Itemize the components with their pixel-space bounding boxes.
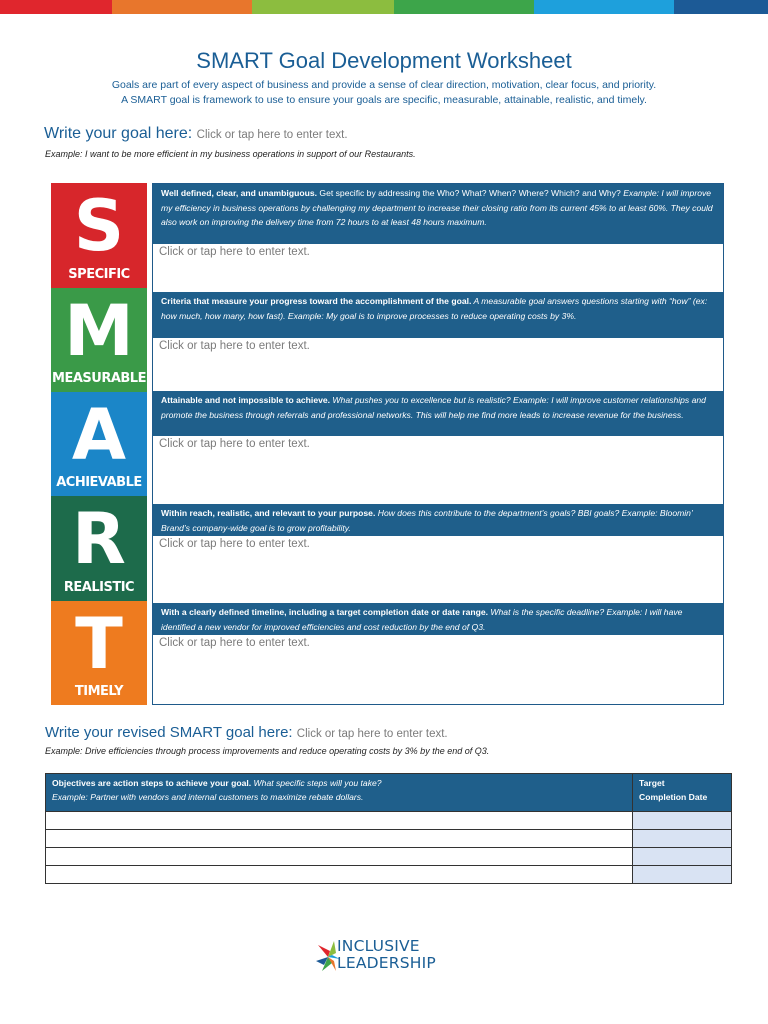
measurable-description bbox=[153, 292, 723, 338]
goal-example: Example: I want to be more efficient in my business operations in support of our Restaurants. bbox=[45, 149, 416, 159]
date-cell[interactable] bbox=[633, 830, 732, 848]
letter-t: T bbox=[75, 603, 123, 685]
word-measurable: MEASURABLE bbox=[52, 371, 146, 386]
specific-bold: Well defined, clear, and unambiguous. bbox=[161, 188, 317, 198]
target-date-header bbox=[633, 774, 732, 812]
top-color-bar bbox=[0, 0, 768, 14]
word-realistic: REALISTIC bbox=[63, 580, 135, 595]
bar-red bbox=[0, 0, 112, 14]
smart-rows bbox=[152, 183, 724, 705]
date-cell[interactable] bbox=[633, 866, 732, 884]
table-row bbox=[46, 812, 732, 830]
realistic-italic: How does this contribute to the department’s goals? BBI goals? Example: Bloomin’ Brand’s company-wide goal is to grow profitability. bbox=[161, 508, 693, 533]
bar-blue bbox=[674, 0, 768, 14]
letter-r: R bbox=[72, 498, 126, 580]
logo-line-2: LEADERSHIP bbox=[337, 954, 436, 972]
revised-goal-label: Write your revised SMART goal here: bbox=[45, 724, 293, 741]
table-row bbox=[46, 848, 732, 866]
letter-block-measurable bbox=[51, 288, 147, 392]
timely-input[interactable]: Click or tap here to enter text. bbox=[153, 635, 723, 704]
smart-letter-column bbox=[51, 183, 147, 705]
objectives-bold: Objectives are action steps to achieve your goal. bbox=[52, 778, 252, 788]
word-timely: TIMELY bbox=[74, 684, 124, 699]
realistic-input[interactable]: Click or tap here to enter text. bbox=[153, 536, 723, 603]
table-row bbox=[46, 830, 732, 848]
revised-goal-input[interactable]: Click or tap here to enter text. bbox=[296, 728, 448, 740]
specific-input[interactable]: Click or tap here to enter text. bbox=[153, 244, 723, 292]
bar-cyan bbox=[534, 0, 674, 14]
specific-description bbox=[153, 184, 723, 244]
timely-italic: What is the specific deadline? Example: I will have identified a new vendor for improved efficiencies and cost reduction by the end of Q3. bbox=[161, 607, 683, 632]
date-cell[interactable] bbox=[633, 848, 732, 866]
goal-label: Write your goal here: bbox=[44, 125, 193, 142]
measurable-italic: A measurable goal answers questions starting with “how” (ex: how much, how many, how fast). Example: My goal is to improve processes to reduce operating costs by 3%. bbox=[161, 296, 708, 321]
letter-block-achievable bbox=[51, 392, 147, 496]
letter-s: S bbox=[73, 185, 125, 267]
subtitle-line-2: A SMART goal is framework to use to ensure your goals are specific, measurable, attainable, realistic, and timely. bbox=[121, 94, 647, 106]
achievable-description bbox=[153, 391, 723, 436]
achievable-italic: What pushes you to excellence but is realistic? Example: I will improve customer relationships and promote the business through referrals and professional networks. This will help me find more leads to increase revenue for the business. bbox=[161, 395, 706, 420]
letter-a: A bbox=[71, 394, 127, 476]
letter-block-specific bbox=[51, 183, 147, 288]
measurable-input[interactable]: Click or tap here to enter text. bbox=[153, 338, 723, 391]
bar-lime bbox=[252, 0, 394, 14]
specific-italic: Example: I will improve my efficiency in business operations by challenging my department to increase their closing ratio from its current 45% to at least 60%. They could also work on improving the delivery time from 72 hours to at least 48 hours maximum. bbox=[161, 188, 713, 227]
bar-green bbox=[394, 0, 534, 14]
timely-bold: With a clearly defined timeline, including a target completion date or date range. bbox=[161, 607, 489, 617]
logo-line-1: INCLUSIVE bbox=[337, 937, 420, 955]
objectives-table bbox=[45, 773, 732, 884]
revised-goal-example: Example: Drive efficiencies through process improvements and reduce operating costs by 3% by the end of Q3. bbox=[45, 746, 490, 756]
target-date-line2: Completion Date bbox=[639, 792, 708, 802]
achievable-input[interactable]: Click or tap here to enter text. bbox=[153, 436, 723, 504]
word-achievable: ACHIEVABLE bbox=[56, 475, 142, 490]
target-date-line1: Target bbox=[639, 778, 665, 788]
letter-block-timely bbox=[51, 601, 147, 705]
bar-orange bbox=[112, 0, 252, 14]
goal-input[interactable]: Click or tap here to enter text. bbox=[196, 129, 348, 141]
objective-cell[interactable] bbox=[46, 848, 633, 866]
timely-description bbox=[153, 603, 723, 635]
objectives-example: Example: Partner with vendors and internal customers to maximize rebate dollars. bbox=[52, 792, 364, 802]
revised-goal-section bbox=[45, 724, 448, 741]
word-specific: SPECIFIC bbox=[68, 267, 130, 282]
realistic-description bbox=[153, 504, 723, 536]
objectives-header-row bbox=[46, 774, 732, 812]
objective-cell[interactable] bbox=[46, 866, 633, 884]
objectives-italic: What specific steps will you take? bbox=[251, 778, 382, 788]
page-title: SMART Goal Development Worksheet bbox=[196, 48, 572, 73]
letter-block-realistic bbox=[51, 496, 147, 601]
goal-section bbox=[44, 125, 348, 143]
achievable-bold: Attainable and not impossible to achieve. bbox=[161, 395, 331, 405]
objective-cell[interactable] bbox=[46, 830, 633, 848]
realistic-bold: Within reach, realistic, and relevant to your purpose. bbox=[161, 508, 376, 518]
table-row bbox=[46, 866, 732, 884]
objectives-header bbox=[46, 774, 633, 812]
letter-m: M bbox=[64, 290, 134, 372]
date-cell[interactable] bbox=[633, 812, 732, 830]
objective-cell[interactable] bbox=[46, 812, 633, 830]
subtitle-line-1: Goals are part of every aspect of business and provide a sense of clear direction, motivation, clear focus, and priority. bbox=[111, 79, 657, 91]
measurable-bold: Criteria that measure your progress toward the accomplishment of the goal. bbox=[161, 296, 472, 306]
specific-plain: Get specific by addressing the Who? What? When? Where? Which? and Why? bbox=[317, 188, 621, 198]
